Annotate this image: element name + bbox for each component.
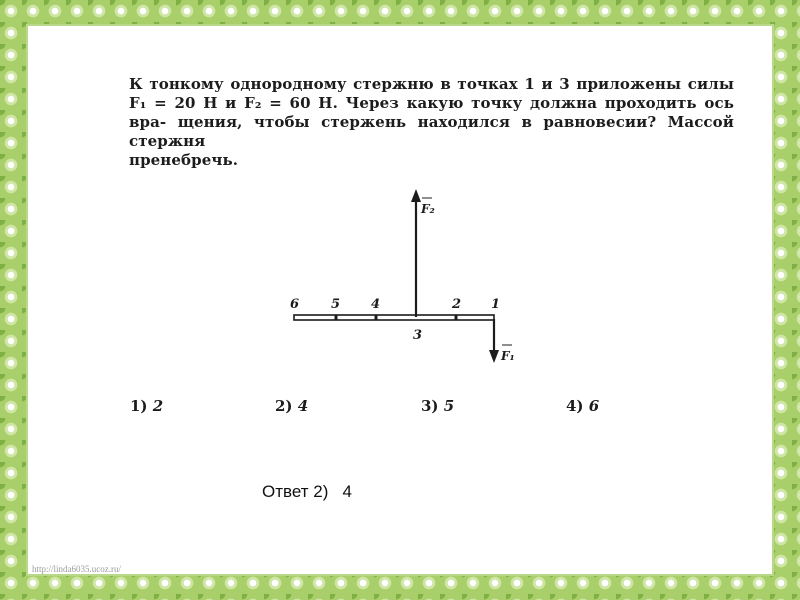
option-number: 3) <box>421 397 439 415</box>
problem-line-4: пренебречь. <box>129 151 239 169</box>
arrow-head-up-icon <box>411 189 421 202</box>
option-value: 5 <box>443 397 455 415</box>
option-value: 6 <box>588 397 600 415</box>
answer-text: Ответ 2) 4 <box>262 482 352 501</box>
arrow-head-down-icon <box>489 350 499 363</box>
problem-line-2: F₁ = 20 Н и F₂ = 60 Н. Через какую точку должна проходить ось вра- <box>129 94 734 131</box>
point-label-3: 3 <box>413 328 423 343</box>
problem-line-1: К тонкому однородному стержню в точках 1 и 3 приложены силы <box>129 75 734 93</box>
point-label-5: 5 <box>331 297 341 312</box>
point-label-4: 4 <box>371 297 381 312</box>
force-label-f1: F₁ <box>501 349 515 363</box>
option-number: 4) <box>566 397 584 415</box>
problem-line-3: щения, чтобы стержень находился в равновесии? Массой стержня <box>129 113 734 150</box>
rod-diagram <box>270 185 530 375</box>
problem-text <box>129 75 734 170</box>
rod <box>294 315 494 320</box>
point-label-6: 6 <box>290 297 300 312</box>
source-url: http://linda6035.ucoz.ru/ <box>32 564 121 574</box>
point-label-2: 2 <box>452 297 462 312</box>
option-value: 2 <box>152 397 164 415</box>
force-label-f2: F₂ <box>421 202 435 216</box>
option-value: 4 <box>297 397 309 415</box>
option-number: 2) <box>275 397 293 415</box>
option-number: 1) <box>130 397 148 415</box>
point-label-1: 1 <box>491 297 501 312</box>
